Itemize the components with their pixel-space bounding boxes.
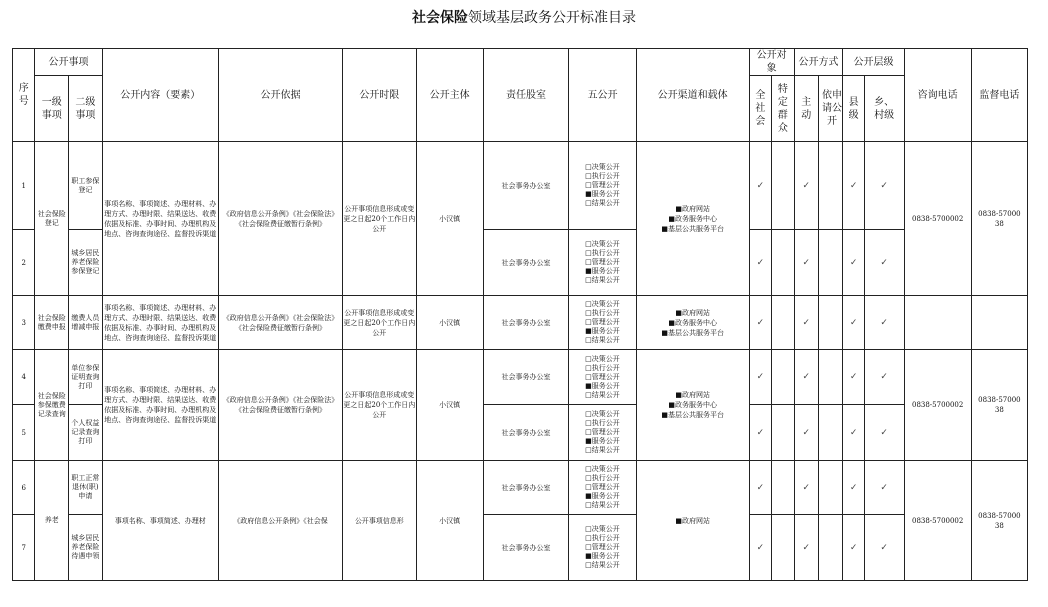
header-target: 公开对象: [749, 49, 794, 76]
check-township: ✓: [864, 405, 904, 461]
header-dept: 责任股室: [483, 49, 569, 142]
title-bold: 社会保险: [412, 10, 468, 26]
row-dept: 社会事务办公室: [483, 142, 569, 230]
empty-specific: [772, 142, 794, 230]
check-active: ✓: [794, 230, 818, 296]
check-all-society: ✓: [749, 296, 771, 350]
check-active: ✓: [794, 350, 818, 405]
five-item: □ 执行公开: [569, 249, 635, 258]
check-county: ✓: [843, 461, 864, 515]
five-item: ■ 服务公开: [569, 327, 635, 336]
five-item: □ 决策公开: [569, 240, 635, 249]
row-level2: 个人权益记录查询打印: [69, 405, 103, 461]
row-five: [569, 296, 636, 350]
row-supervise-phone: 0838-5700038: [971, 461, 1027, 581]
row-level1: 社会保险参保缴费记录查询: [35, 350, 69, 461]
row-dept: 社会事务办公室: [483, 461, 569, 515]
header-matters: 公开事项: [35, 49, 102, 76]
title-rest: 领域基层政务公开标准目录: [468, 10, 636, 26]
check-township: ✓: [864, 350, 904, 405]
empty-specific: [772, 296, 794, 350]
row-supervise-phone: 0838-5700038: [971, 350, 1027, 461]
five-item: □ 决策公开: [569, 525, 635, 534]
table-row: [13, 350, 1028, 405]
empty-on-request: [818, 405, 842, 461]
five-item: □ 结果公开: [569, 391, 635, 400]
channel-item: ■ 政务服务中心: [637, 214, 749, 224]
row-basis: 《政府信息公开条例》《社会保险法》《社会保险费征缴暂行条例》: [218, 142, 342, 296]
five-item: □ 执行公开: [569, 309, 635, 318]
row-level1: 社会保险登记: [35, 142, 69, 296]
row-five: [569, 230, 636, 296]
header-subject: 公开主体: [416, 49, 483, 142]
five-item: □ 结果公开: [569, 561, 635, 570]
five-item: □ 决策公开: [569, 300, 635, 309]
header-channel: 公开渠道和载体: [636, 49, 749, 142]
row-time-limit: 公开事项信息形成或变更之日起20个工作日内公开: [343, 350, 416, 461]
five-item: □ 结果公开: [569, 199, 635, 208]
header-consult-phone: 咨询电话: [904, 49, 971, 142]
channel-item: ■ 基层公共服务平台: [637, 410, 749, 420]
check-county: ✓: [843, 515, 864, 581]
row-consult-phone: 0838-5700002: [904, 350, 971, 461]
check-all-society: ✓: [749, 461, 771, 515]
empty-on-request: [818, 350, 842, 405]
header-content: 公开内容（要素）: [102, 49, 218, 142]
row-subject: 小汉镇: [416, 296, 483, 350]
five-item: ■ 服务公开: [569, 552, 635, 561]
row-time-limit: 公开事项信息形: [343, 461, 416, 581]
row-supervise-phone: [971, 296, 1027, 350]
row-level2: 职工参保登记: [69, 142, 103, 230]
check-all-society: ✓: [749, 405, 771, 461]
row-level2: 职工正常退休(职)申请: [69, 461, 103, 515]
row-seq: 7: [13, 515, 35, 581]
channel-item: ■ 政府网站: [637, 204, 749, 214]
channel-item: ■ 政府网站: [637, 516, 749, 526]
row-level2: 单位参保证明查询打印: [69, 350, 103, 405]
five-item: □ 管理公开: [569, 181, 635, 190]
header-on-request: 依申请公开: [818, 76, 842, 142]
row-seq: 4: [13, 350, 35, 405]
row-supervise-phone: 0838-5700038: [971, 142, 1027, 296]
row-subject: 小汉镇: [416, 142, 483, 296]
check-township: ✓: [864, 461, 904, 515]
header-level1: 一级事项: [35, 76, 69, 142]
check-county: ✓: [843, 405, 864, 461]
header-supervise-phone: 监督电话: [971, 49, 1027, 142]
row-dept: 社会事务办公室: [483, 296, 569, 350]
header-level: 公开层级: [843, 49, 904, 76]
five-item: ■ 服务公开: [569, 190, 635, 199]
row-dept: 社会事务办公室: [483, 230, 569, 296]
row-dept: 社会事务办公室: [483, 405, 569, 461]
five-item: □ 执行公开: [569, 172, 635, 181]
empty-on-request: [818, 515, 842, 581]
check-township: ✓: [864, 142, 904, 230]
row-consult-phone: 0838-5700002: [904, 142, 971, 296]
five-item: ■ 服务公开: [569, 267, 635, 276]
empty-specific: [772, 515, 794, 581]
row-basis: 《政府信息公开条例》《社会保险法》《社会保险费征缴暂行条例》: [218, 350, 342, 461]
row-content: 事项名称、事项简述、办理材料、办理方式、办理时限、结果送达、收费依据及标准、办事时间、办理机构及地点、咨询查询途径、监督投诉渠道: [102, 350, 218, 461]
check-county: ✓: [843, 142, 864, 230]
five-item: □ 管理公开: [569, 373, 635, 382]
row-level2: 缴费人员增减申报: [69, 296, 103, 350]
empty-on-request: [818, 461, 842, 515]
check-county: ✓: [843, 296, 864, 350]
row-subject: 小汉镇: [416, 350, 483, 461]
row-time-limit: 公开事项信息形成或变更之日起20个工作日内公开: [343, 142, 416, 296]
header-county: 县级: [843, 76, 864, 142]
row-channel: [636, 461, 749, 581]
channel-item: ■ 基层公共服务平台: [637, 224, 749, 234]
check-active: ✓: [794, 461, 818, 515]
row-seq: 6: [13, 461, 35, 515]
row-subject: 小汉镇: [416, 461, 483, 581]
empty-on-request: [818, 142, 842, 230]
row-level2: 城乡居民养老保险待遇申领: [69, 515, 103, 581]
check-all-society: ✓: [749, 350, 771, 405]
five-item: ■ 服务公开: [569, 492, 635, 501]
check-active: ✓: [794, 405, 818, 461]
five-item: □ 管理公开: [569, 428, 635, 437]
row-consult-phone: 0838-5700002: [904, 461, 971, 581]
five-item: ■ 服务公开: [569, 382, 635, 391]
check-county: ✓: [843, 230, 864, 296]
row-content: 事项名称、事项简述、办理材: [102, 461, 218, 581]
five-item: □ 执行公开: [569, 534, 635, 543]
empty-specific: [772, 350, 794, 405]
row-seq: 2: [13, 230, 35, 296]
check-township: ✓: [864, 230, 904, 296]
check-all-society: ✓: [749, 230, 771, 296]
row-five: [569, 515, 636, 581]
row-channel: [636, 350, 749, 461]
row-five: [569, 350, 636, 405]
row-channel: [636, 296, 749, 350]
check-active: ✓: [794, 515, 818, 581]
row-five: [569, 405, 636, 461]
check-active: ✓: [794, 296, 818, 350]
channel-item: ■ 基层公共服务平台: [637, 328, 749, 338]
table-row: [13, 296, 1028, 350]
five-item: □ 管理公开: [569, 318, 635, 327]
row-five: [569, 142, 636, 230]
check-county: ✓: [843, 350, 864, 405]
five-item: □ 管理公开: [569, 483, 635, 492]
empty-on-request: [818, 296, 842, 350]
row-seq: 1: [13, 142, 35, 230]
five-item: □ 管理公开: [569, 258, 635, 267]
five-item: □ 决策公开: [569, 410, 635, 419]
catalog-table: [12, 48, 1028, 581]
row-content: 事项名称、事项简述、办理材料、办理方式、办理时限、结果送达、收费依据及标准、办事时间、办理机构及地点、咨询查询途径、监督投诉渠道: [102, 296, 218, 350]
table-row: [13, 461, 1028, 515]
header-seq: 序号: [13, 49, 35, 142]
row-level2: 城乡居民养老保险参保登记: [69, 230, 103, 296]
header-basis: 公开依据: [218, 49, 342, 142]
five-item: □ 决策公开: [569, 465, 635, 474]
five-item: □ 执行公开: [569, 419, 635, 428]
check-all-society: ✓: [749, 515, 771, 581]
row-basis: 《政府信息公开条例》《社会保: [218, 461, 342, 581]
channel-item: ■ 政务服务中心: [637, 318, 749, 328]
row-five: [569, 461, 636, 515]
header-time-limit: 公开时限: [343, 49, 416, 142]
channel-item: ■ 政府网站: [637, 308, 749, 318]
five-item: □ 结果公开: [569, 501, 635, 510]
row-dept: 社会事务办公室: [483, 515, 569, 581]
row-content: 事项名称、事项简述、办理材料、办理方式、办理时限、结果送达、收费依据及标准、办事时间、办理机构及地点、咨询查询途径、监督投诉渠道: [102, 142, 218, 296]
header-specific: 特定群众: [772, 76, 794, 142]
empty-on-request: [818, 230, 842, 296]
header-five: 五公开: [569, 49, 636, 142]
five-item: □ 结果公开: [569, 336, 635, 345]
channel-item: ■ 政府网站: [637, 390, 749, 400]
five-item: □ 执行公开: [569, 364, 635, 373]
header-all-society: 全社会: [749, 76, 771, 142]
header-method: 公开方式: [794, 49, 843, 76]
row-level1: 社会保险缴费申报: [35, 296, 69, 350]
five-item: □ 结果公开: [569, 276, 635, 285]
check-township: ✓: [864, 296, 904, 350]
row-dept: 社会事务办公室: [483, 350, 569, 405]
header-level2: 二级事项: [69, 76, 103, 142]
empty-specific: [772, 461, 794, 515]
five-item: □ 管理公开: [569, 543, 635, 552]
check-active: ✓: [794, 142, 818, 230]
empty-specific: [772, 230, 794, 296]
row-consult-phone: [904, 296, 971, 350]
five-item: □ 决策公开: [569, 163, 635, 172]
header-active: 主动: [794, 76, 818, 142]
header-township: 乡、村级: [864, 76, 904, 142]
channel-item: ■ 政务服务中心: [637, 400, 749, 410]
row-seq: 3: [13, 296, 35, 350]
check-township: ✓: [864, 515, 904, 581]
page-title: [0, 7, 1048, 27]
row-seq: 5: [13, 405, 35, 461]
five-item: ■ 服务公开: [569, 437, 635, 446]
five-item: □ 结果公开: [569, 446, 635, 455]
row-level1: 养老: [35, 461, 69, 581]
table-row: [13, 142, 1028, 230]
row-time-limit: 公开事项信息形成或变更之日起20个工作日内公开: [343, 296, 416, 350]
empty-specific: [772, 405, 794, 461]
five-item: □ 执行公开: [569, 474, 635, 483]
row-channel: [636, 142, 749, 296]
row-basis: 《政府信息公开条例》《社会保险法》《社会保险费征缴暂行条例》: [218, 296, 342, 350]
check-all-society: ✓: [749, 142, 771, 230]
five-item: □ 决策公开: [569, 355, 635, 364]
